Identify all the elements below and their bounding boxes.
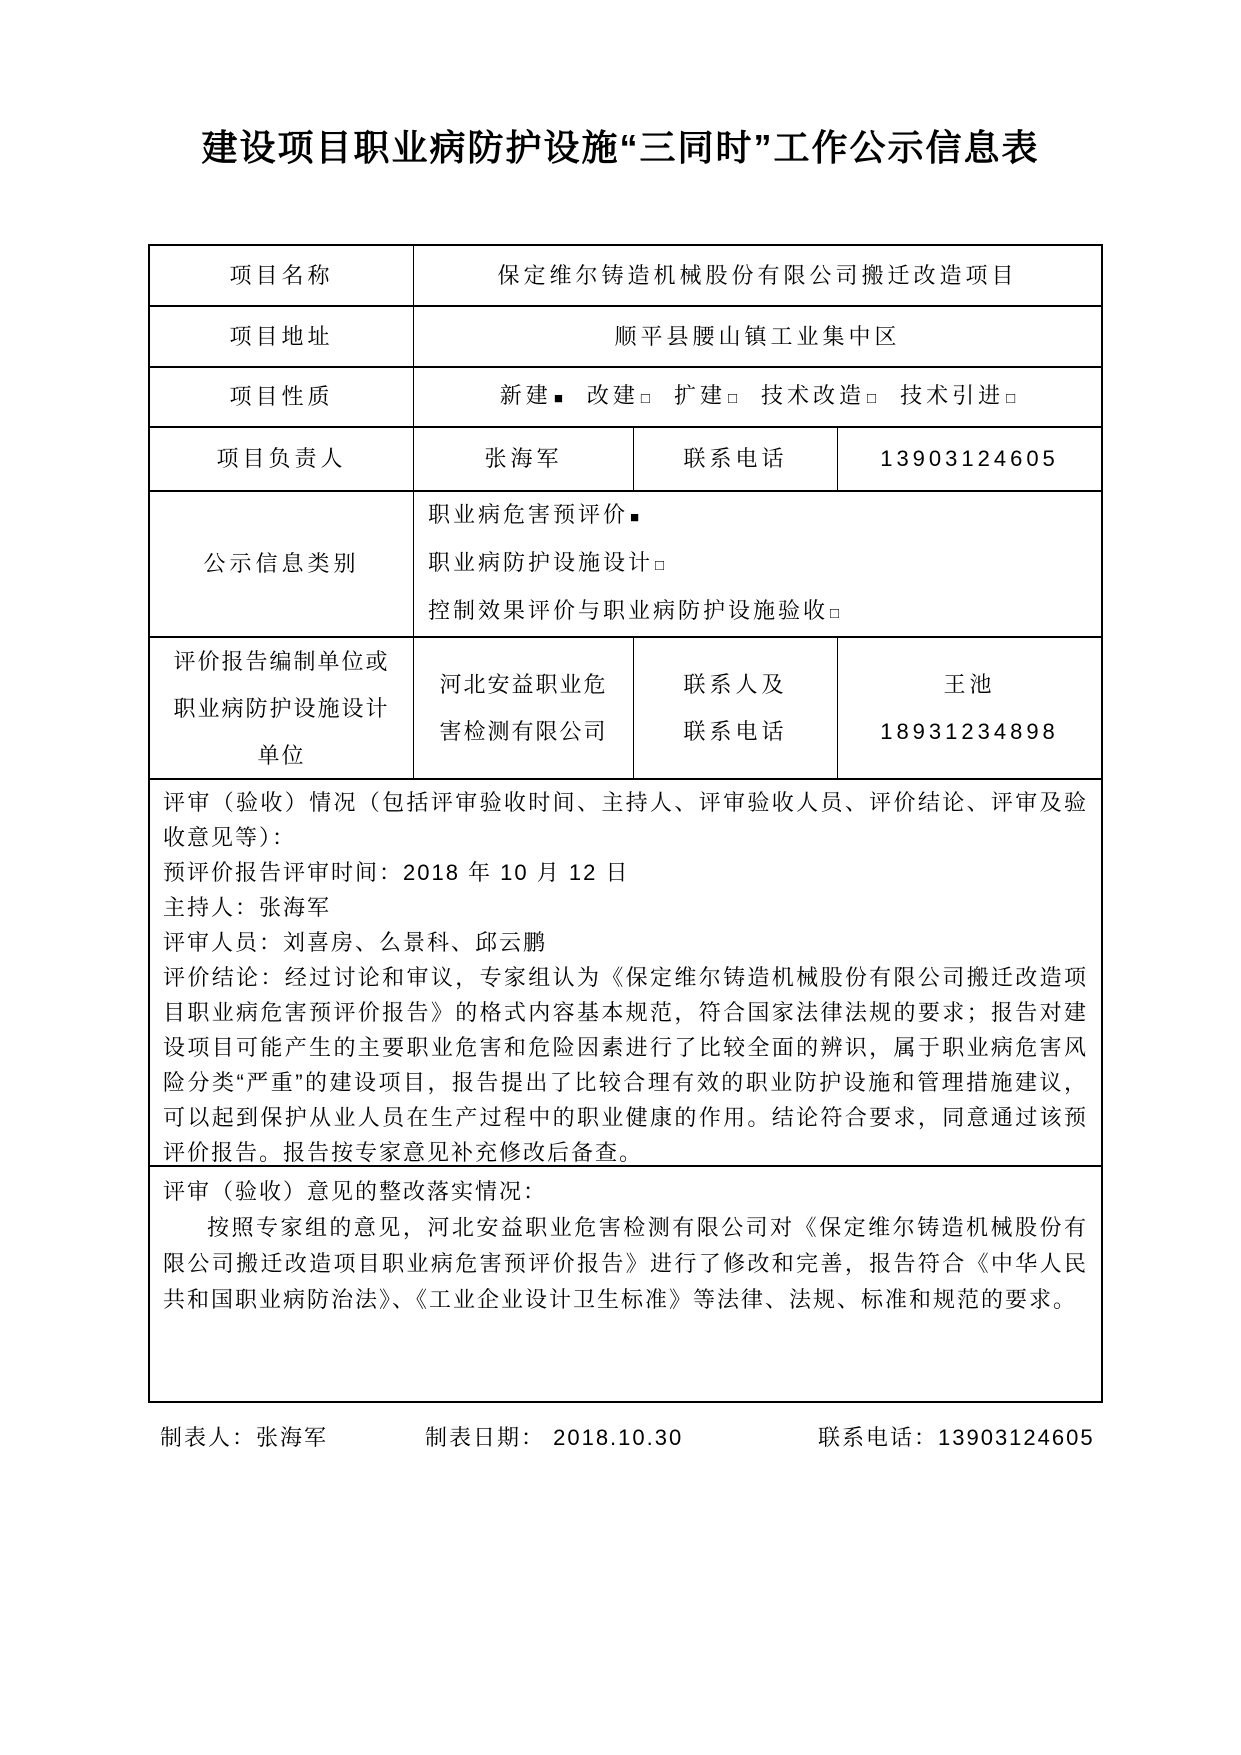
option-tech-import bbox=[900, 381, 1015, 414]
option-tech-import-label: 技术引进 bbox=[900, 382, 1005, 408]
checkbox-unchecked-icon: □ bbox=[1006, 389, 1016, 407]
evaluation-contact-label bbox=[634, 638, 838, 778]
checkbox-unchecked-icon: □ bbox=[727, 389, 738, 407]
contact-label-line1: 联系人及 bbox=[683, 672, 788, 697]
evaluation-contact-info bbox=[838, 638, 1101, 778]
rectification-heading: 评审（验收）意见的整改落实情况： bbox=[163, 1179, 548, 1204]
project-name-label: 项目名称 bbox=[150, 246, 414, 305]
info-type-facility-design bbox=[428, 548, 664, 581]
project-address-label: 项目地址 bbox=[150, 307, 414, 366]
row-project-leader bbox=[150, 428, 1101, 492]
contact-phone: 18931234898 bbox=[880, 719, 1059, 744]
option-expand-label: 扩建 bbox=[673, 382, 726, 408]
checkbox-unchecked-icon: □ bbox=[867, 389, 877, 407]
project-name-value: 保定维尔铸造机械股份有限公司搬迁改造项目 bbox=[497, 262, 1018, 288]
leader-phone-value: 13903124605 bbox=[880, 446, 1059, 471]
info-type-acceptance bbox=[428, 596, 839, 629]
row-project-name bbox=[150, 246, 1101, 307]
info-type-pre-evaluation bbox=[428, 500, 639, 533]
public-info-type-label: 公示信息类别 bbox=[150, 492, 414, 636]
info-table bbox=[148, 244, 1103, 1403]
rectification-body: 按照专家组的意见，河北安益职业危害检测有限公司对《保定维尔铸造机械股份有限公司搬迁改造项目职业病危害预评价报告》进行了修改和完善，报告符合《中华人民共和国职业病防治法》、《工业企业设计卫生标准》等法律、法规、标准和规范的要求。 bbox=[163, 1215, 1088, 1312]
leader-phone-label: 联系电话 bbox=[634, 428, 838, 490]
info-type-acceptance-label: 控制效果评价与职业病防护设施验收 bbox=[428, 597, 829, 623]
review-reviewers-line: 评审人员：刘喜房、么景科、邱云鹏 bbox=[163, 930, 548, 955]
evaluation-unit-label: 评价报告编制单位或职业病防护设施设计单位 bbox=[150, 638, 414, 778]
contact-name: 王池 bbox=[943, 672, 996, 697]
option-tech-renovation-label: 技术改造 bbox=[761, 382, 866, 408]
project-nature-options bbox=[414, 368, 1101, 426]
review-conclusion: 评价结论：经过讨论和审议，专家组认为《保定维尔铸造机械股份有限公司搬迁改造项目职业病危害预评价报告》的格式内容基本规范，符合国家法律法规的要求；报告对建设项目可能产生的主要职业危害和危险因素进行了比较全面的辨识，属于职业病危害风险分类“严重”的建设项目，报告提出了比较合理有效的职业防护设施和管理措施建议，可以起到保护从业人员在生产过程中的职业健康的作用。结论符合要求，同意通过该预评价报告。报告按专家意见补充修改后备查。 bbox=[163, 965, 1088, 1165]
checkbox-checked-icon: ■ bbox=[553, 389, 563, 407]
review-host-line: 主持人：张海军 bbox=[163, 895, 332, 920]
checkbox-unchecked-icon: □ bbox=[640, 389, 650, 407]
checkbox-checked-icon: ■ bbox=[630, 508, 640, 526]
project-address-value: 顺平县腰山镇工业集中区 bbox=[614, 323, 901, 349]
info-type-facility-design-label: 职业病防护设施设计 bbox=[428, 549, 654, 575]
checkbox-unchecked-icon: □ bbox=[830, 604, 840, 622]
row-public-info-type bbox=[150, 492, 1101, 638]
review-heading: 评审（验收）情况（包括评审验收时间、主持人、评审验收人员、评价结论、评审及验收意见等）： bbox=[163, 790, 1088, 850]
contact-label-line2: 联系电话 bbox=[683, 719, 788, 744]
option-rebuild-label: 改建 bbox=[586, 382, 639, 408]
nature-options-group bbox=[422, 381, 1093, 414]
option-expand bbox=[674, 381, 737, 414]
option-new-build bbox=[500, 381, 563, 414]
footer-date: 制表日期： 2018.10.30 bbox=[425, 1425, 684, 1450]
project-leader-label: 项目负责人 bbox=[150, 428, 414, 490]
project-leader-name: 张海军 bbox=[414, 428, 634, 490]
public-info-type-items bbox=[414, 492, 1101, 636]
option-rebuild bbox=[587, 381, 650, 414]
row-project-address bbox=[150, 307, 1101, 368]
info-type-pre-evaluation-label: 职业病危害预评价 bbox=[428, 501, 629, 527]
project-nature-label: 项目性质 bbox=[150, 368, 414, 426]
checkbox-unchecked-icon: □ bbox=[655, 556, 665, 574]
row-rectification-status bbox=[150, 1167, 1101, 1401]
footer-phone: 联系电话：13903124605 bbox=[818, 1425, 1095, 1450]
row-project-nature bbox=[150, 368, 1101, 428]
option-tech-renovation bbox=[761, 381, 876, 414]
row-evaluation-unit bbox=[150, 638, 1101, 780]
evaluation-unit-company: 河北安益职业危害检测有限公司 bbox=[414, 638, 634, 778]
page-title: 建设项目职业病防护设施“三同时”工作公示信息表 bbox=[201, 127, 1040, 168]
row-review-status bbox=[150, 780, 1101, 1167]
option-new-build-label: 新建 bbox=[499, 382, 552, 408]
footer-creator: 制表人：张海军 bbox=[160, 1425, 329, 1450]
review-time-line: 预评价报告评审时间：2018 年 10 月 12 日 bbox=[163, 860, 630, 885]
